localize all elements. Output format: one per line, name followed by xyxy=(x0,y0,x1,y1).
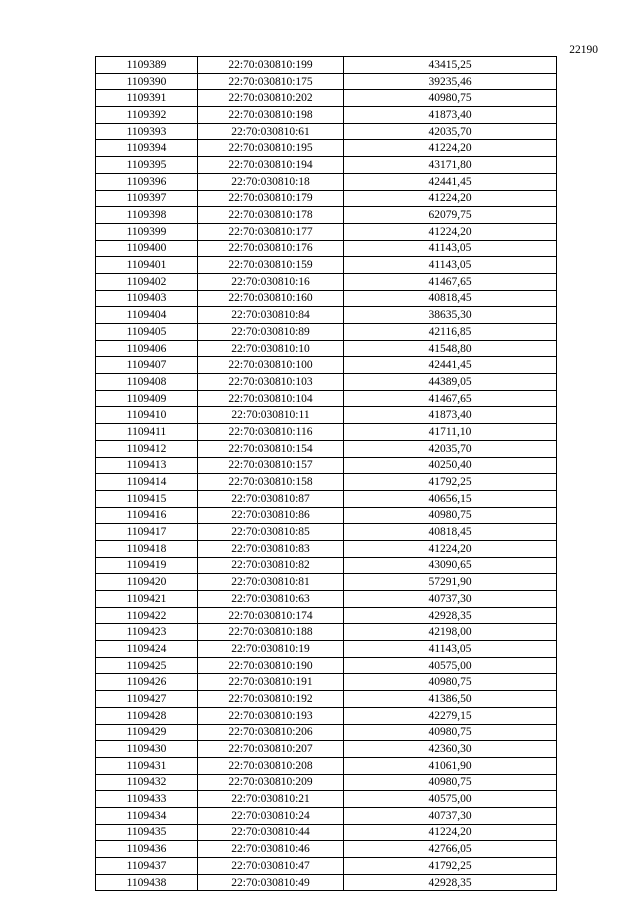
cadastral-number-cell: 22:70:030810:82 xyxy=(198,557,344,574)
table-row xyxy=(96,490,557,507)
record-number-cell: 1109394 xyxy=(96,140,198,157)
value-cell: 39235,46 xyxy=(344,73,557,90)
record-number-cell: 1109412 xyxy=(96,440,198,457)
cadastral-number-cell: 22:70:030810:11 xyxy=(198,407,344,424)
value-cell: 62079,75 xyxy=(344,207,557,224)
record-number-cell: 1109424 xyxy=(96,641,198,658)
record-number-cell: 1109390 xyxy=(96,73,198,90)
table-row xyxy=(96,874,557,891)
cadastral-number-cell: 22:70:030810:191 xyxy=(198,674,344,691)
value-cell: 41792,25 xyxy=(344,474,557,491)
cadastral-number-cell: 22:70:030810:179 xyxy=(198,190,344,207)
value-cell: 42279,15 xyxy=(344,707,557,724)
cadastral-number-cell: 22:70:030810:63 xyxy=(198,591,344,608)
table-row xyxy=(96,624,557,641)
table-row xyxy=(96,157,557,174)
table-row xyxy=(96,807,557,824)
cadastral-number-cell: 22:70:030810:86 xyxy=(198,507,344,524)
cadastral-number-cell: 22:70:030810:176 xyxy=(198,240,344,257)
value-cell: 41548,80 xyxy=(344,340,557,357)
cadastral-number-cell: 22:70:030810:202 xyxy=(198,90,344,107)
table-row xyxy=(96,474,557,491)
table-row xyxy=(96,774,557,791)
table-row xyxy=(96,591,557,608)
record-number-cell: 1109396 xyxy=(96,173,198,190)
value-cell: 40980,75 xyxy=(344,674,557,691)
table-row xyxy=(96,440,557,457)
registry-table-body xyxy=(96,57,557,891)
value-cell: 40980,75 xyxy=(344,90,557,107)
record-number-cell: 1109426 xyxy=(96,674,198,691)
record-number-cell: 1109399 xyxy=(96,223,198,240)
cadastral-number-cell: 22:70:030810:158 xyxy=(198,474,344,491)
record-number-cell: 1109397 xyxy=(96,190,198,207)
cadastral-number-cell: 22:70:030810:188 xyxy=(198,624,344,641)
cadastral-number-cell: 22:70:030810:199 xyxy=(198,57,344,74)
value-cell: 40250,40 xyxy=(344,457,557,474)
cadastral-number-cell: 22:70:030810:198 xyxy=(198,107,344,124)
cadastral-number-cell: 22:70:030810:190 xyxy=(198,657,344,674)
cadastral-number-cell: 22:70:030810:194 xyxy=(198,157,344,174)
record-number-cell: 1109415 xyxy=(96,490,198,507)
record-number-cell: 1109406 xyxy=(96,340,198,357)
record-number-cell: 1109438 xyxy=(96,874,198,891)
record-number-cell: 1109432 xyxy=(96,774,198,791)
value-cell: 40575,00 xyxy=(344,791,557,808)
cadastral-number-cell: 22:70:030810:49 xyxy=(198,874,344,891)
value-cell: 38635,30 xyxy=(344,307,557,324)
table-row xyxy=(96,457,557,474)
record-number-cell: 1109404 xyxy=(96,307,198,324)
value-cell: 41711,10 xyxy=(344,424,557,441)
record-number-cell: 1109416 xyxy=(96,507,198,524)
record-number-cell: 1109392 xyxy=(96,107,198,124)
value-cell: 40818,45 xyxy=(344,290,557,307)
table-row xyxy=(96,424,557,441)
value-cell: 42116,85 xyxy=(344,324,557,341)
value-cell: 41224,20 xyxy=(344,540,557,557)
record-number-cell: 1109410 xyxy=(96,407,198,424)
cadastral-number-cell: 22:70:030810:18 xyxy=(198,173,344,190)
value-cell: 41224,20 xyxy=(344,190,557,207)
cadastral-number-cell: 22:70:030810:19 xyxy=(198,641,344,658)
table-row xyxy=(96,557,557,574)
cadastral-number-cell: 22:70:030810:100 xyxy=(198,357,344,374)
record-number-cell: 1109421 xyxy=(96,591,198,608)
cadastral-number-cell: 22:70:030810:209 xyxy=(198,774,344,791)
value-cell: 42360,30 xyxy=(344,741,557,758)
value-cell: 41873,40 xyxy=(344,407,557,424)
cadastral-number-cell: 22:70:030810:103 xyxy=(198,374,344,391)
value-cell: 40980,75 xyxy=(344,507,557,524)
cadastral-number-cell: 22:70:030810:195 xyxy=(198,140,344,157)
record-number-cell: 1109413 xyxy=(96,457,198,474)
record-number-cell: 1109393 xyxy=(96,123,198,140)
cadastral-number-cell: 22:70:030810:159 xyxy=(198,257,344,274)
table-row xyxy=(96,524,557,541)
cadastral-number-cell: 22:70:030810:89 xyxy=(198,324,344,341)
table-row xyxy=(96,107,557,124)
table-row xyxy=(96,641,557,658)
record-number-cell: 1109391 xyxy=(96,90,198,107)
table-row xyxy=(96,674,557,691)
record-number-cell: 1109407 xyxy=(96,357,198,374)
table-row xyxy=(96,57,557,74)
value-cell: 41143,05 xyxy=(344,641,557,658)
cadastral-number-cell: 22:70:030810:46 xyxy=(198,841,344,858)
table-row xyxy=(96,324,557,341)
value-cell: 42035,70 xyxy=(344,123,557,140)
value-cell: 43090,65 xyxy=(344,557,557,574)
cadastral-number-cell: 22:70:030810:175 xyxy=(198,73,344,90)
table-row xyxy=(96,657,557,674)
cadastral-number-cell: 22:70:030810:81 xyxy=(198,574,344,591)
value-cell: 40818,45 xyxy=(344,524,557,541)
value-cell: 41143,05 xyxy=(344,257,557,274)
cadastral-number-cell: 22:70:030810:160 xyxy=(198,290,344,307)
value-cell: 40656,15 xyxy=(344,490,557,507)
record-number-cell: 1109401 xyxy=(96,257,198,274)
table-row xyxy=(96,73,557,90)
record-number-cell: 1109403 xyxy=(96,290,198,307)
cadastral-number-cell: 22:70:030810:206 xyxy=(198,724,344,741)
record-number-cell: 1109414 xyxy=(96,474,198,491)
cadastral-number-cell: 22:70:030810:61 xyxy=(198,123,344,140)
value-cell: 42766,05 xyxy=(344,841,557,858)
record-number-cell: 1109418 xyxy=(96,540,198,557)
table-row xyxy=(96,340,557,357)
cadastral-number-cell: 22:70:030810:21 xyxy=(198,791,344,808)
table-row xyxy=(96,240,557,257)
registry-table xyxy=(95,56,557,891)
cadastral-number-cell: 22:70:030810:83 xyxy=(198,540,344,557)
record-number-cell: 1109430 xyxy=(96,741,198,758)
table-row xyxy=(96,540,557,557)
table-row xyxy=(96,290,557,307)
value-cell: 41467,65 xyxy=(344,273,557,290)
value-cell: 41386,50 xyxy=(344,691,557,708)
table-row xyxy=(96,607,557,624)
value-cell: 40737,30 xyxy=(344,807,557,824)
value-cell: 42928,35 xyxy=(344,874,557,891)
table-row xyxy=(96,824,557,841)
table-row xyxy=(96,123,557,140)
record-number-cell: 1109423 xyxy=(96,624,198,641)
table-row xyxy=(96,223,557,240)
table-row xyxy=(96,707,557,724)
value-cell: 44389,05 xyxy=(344,374,557,391)
record-number-cell: 1109398 xyxy=(96,207,198,224)
record-number-cell: 1109402 xyxy=(96,273,198,290)
record-number-cell: 1109417 xyxy=(96,524,198,541)
record-number-cell: 1109435 xyxy=(96,824,198,841)
table-row xyxy=(96,357,557,374)
table-row xyxy=(96,273,557,290)
table-row xyxy=(96,257,557,274)
cadastral-number-cell: 22:70:030810:10 xyxy=(198,340,344,357)
value-cell: 42441,45 xyxy=(344,173,557,190)
table-row xyxy=(96,691,557,708)
table-row xyxy=(96,741,557,758)
table-row xyxy=(96,90,557,107)
cadastral-number-cell: 22:70:030810:85 xyxy=(198,524,344,541)
value-cell: 40575,00 xyxy=(344,657,557,674)
table-row xyxy=(96,757,557,774)
value-cell: 40980,75 xyxy=(344,724,557,741)
table-row xyxy=(96,190,557,207)
cadastral-number-cell: 22:70:030810:24 xyxy=(198,807,344,824)
record-number-cell: 1109422 xyxy=(96,607,198,624)
value-cell: 42441,45 xyxy=(344,357,557,374)
table-row xyxy=(96,207,557,224)
table-row xyxy=(96,390,557,407)
cadastral-number-cell: 22:70:030810:47 xyxy=(198,858,344,875)
value-cell: 41224,20 xyxy=(344,824,557,841)
record-number-cell: 1109437 xyxy=(96,858,198,875)
record-number-cell: 1109405 xyxy=(96,324,198,341)
cadastral-number-cell: 22:70:030810:207 xyxy=(198,741,344,758)
value-cell: 42198,00 xyxy=(344,624,557,641)
table-row xyxy=(96,507,557,524)
table-row xyxy=(96,307,557,324)
cadastral-number-cell: 22:70:030810:208 xyxy=(198,757,344,774)
record-number-cell: 1109434 xyxy=(96,807,198,824)
record-number-cell: 1109428 xyxy=(96,707,198,724)
table-row xyxy=(96,407,557,424)
table-row xyxy=(96,841,557,858)
value-cell: 42928,35 xyxy=(344,607,557,624)
table-row xyxy=(96,574,557,591)
cadastral-number-cell: 22:70:030810:16 xyxy=(198,273,344,290)
record-number-cell: 1109411 xyxy=(96,424,198,441)
record-number-cell: 1109433 xyxy=(96,791,198,808)
cadastral-number-cell: 22:70:030810:193 xyxy=(198,707,344,724)
cadastral-number-cell: 22:70:030810:44 xyxy=(198,824,344,841)
record-number-cell: 1109429 xyxy=(96,724,198,741)
value-cell: 42035,70 xyxy=(344,440,557,457)
value-cell: 43415,25 xyxy=(344,57,557,74)
cadastral-number-cell: 22:70:030810:177 xyxy=(198,223,344,240)
record-number-cell: 1109419 xyxy=(96,557,198,574)
record-number-cell: 1109409 xyxy=(96,390,198,407)
record-number-cell: 1109431 xyxy=(96,757,198,774)
value-cell: 41224,20 xyxy=(344,140,557,157)
cadastral-number-cell: 22:70:030810:154 xyxy=(198,440,344,457)
record-number-cell: 1109420 xyxy=(96,574,198,591)
page-number: 22190 xyxy=(569,44,598,56)
cadastral-number-cell: 22:70:030810:174 xyxy=(198,607,344,624)
cadastral-number-cell: 22:70:030810:104 xyxy=(198,390,344,407)
table-row xyxy=(96,858,557,875)
value-cell: 41792,25 xyxy=(344,858,557,875)
cadastral-number-cell: 22:70:030810:116 xyxy=(198,424,344,441)
cadastral-number-cell: 22:70:030810:84 xyxy=(198,307,344,324)
value-cell: 41143,05 xyxy=(344,240,557,257)
value-cell: 41061,90 xyxy=(344,757,557,774)
record-number-cell: 1109400 xyxy=(96,240,198,257)
value-cell: 57291,90 xyxy=(344,574,557,591)
cadastral-number-cell: 22:70:030810:178 xyxy=(198,207,344,224)
record-number-cell: 1109436 xyxy=(96,841,198,858)
value-cell: 41467,65 xyxy=(344,390,557,407)
table-row xyxy=(96,140,557,157)
value-cell: 43171,80 xyxy=(344,157,557,174)
table-row xyxy=(96,724,557,741)
cadastral-number-cell: 22:70:030810:87 xyxy=(198,490,344,507)
record-number-cell: 1109395 xyxy=(96,157,198,174)
record-number-cell: 1109425 xyxy=(96,657,198,674)
cadastral-number-cell: 22:70:030810:157 xyxy=(198,457,344,474)
value-cell: 40737,30 xyxy=(344,591,557,608)
value-cell: 40980,75 xyxy=(344,774,557,791)
value-cell: 41873,40 xyxy=(344,107,557,124)
value-cell: 41224,20 xyxy=(344,223,557,240)
cadastral-number-cell: 22:70:030810:192 xyxy=(198,691,344,708)
record-number-cell: 1109427 xyxy=(96,691,198,708)
table-row xyxy=(96,791,557,808)
record-number-cell: 1109408 xyxy=(96,374,198,391)
record-number-cell: 1109389 xyxy=(96,57,198,74)
table-row xyxy=(96,374,557,391)
table-row xyxy=(96,173,557,190)
